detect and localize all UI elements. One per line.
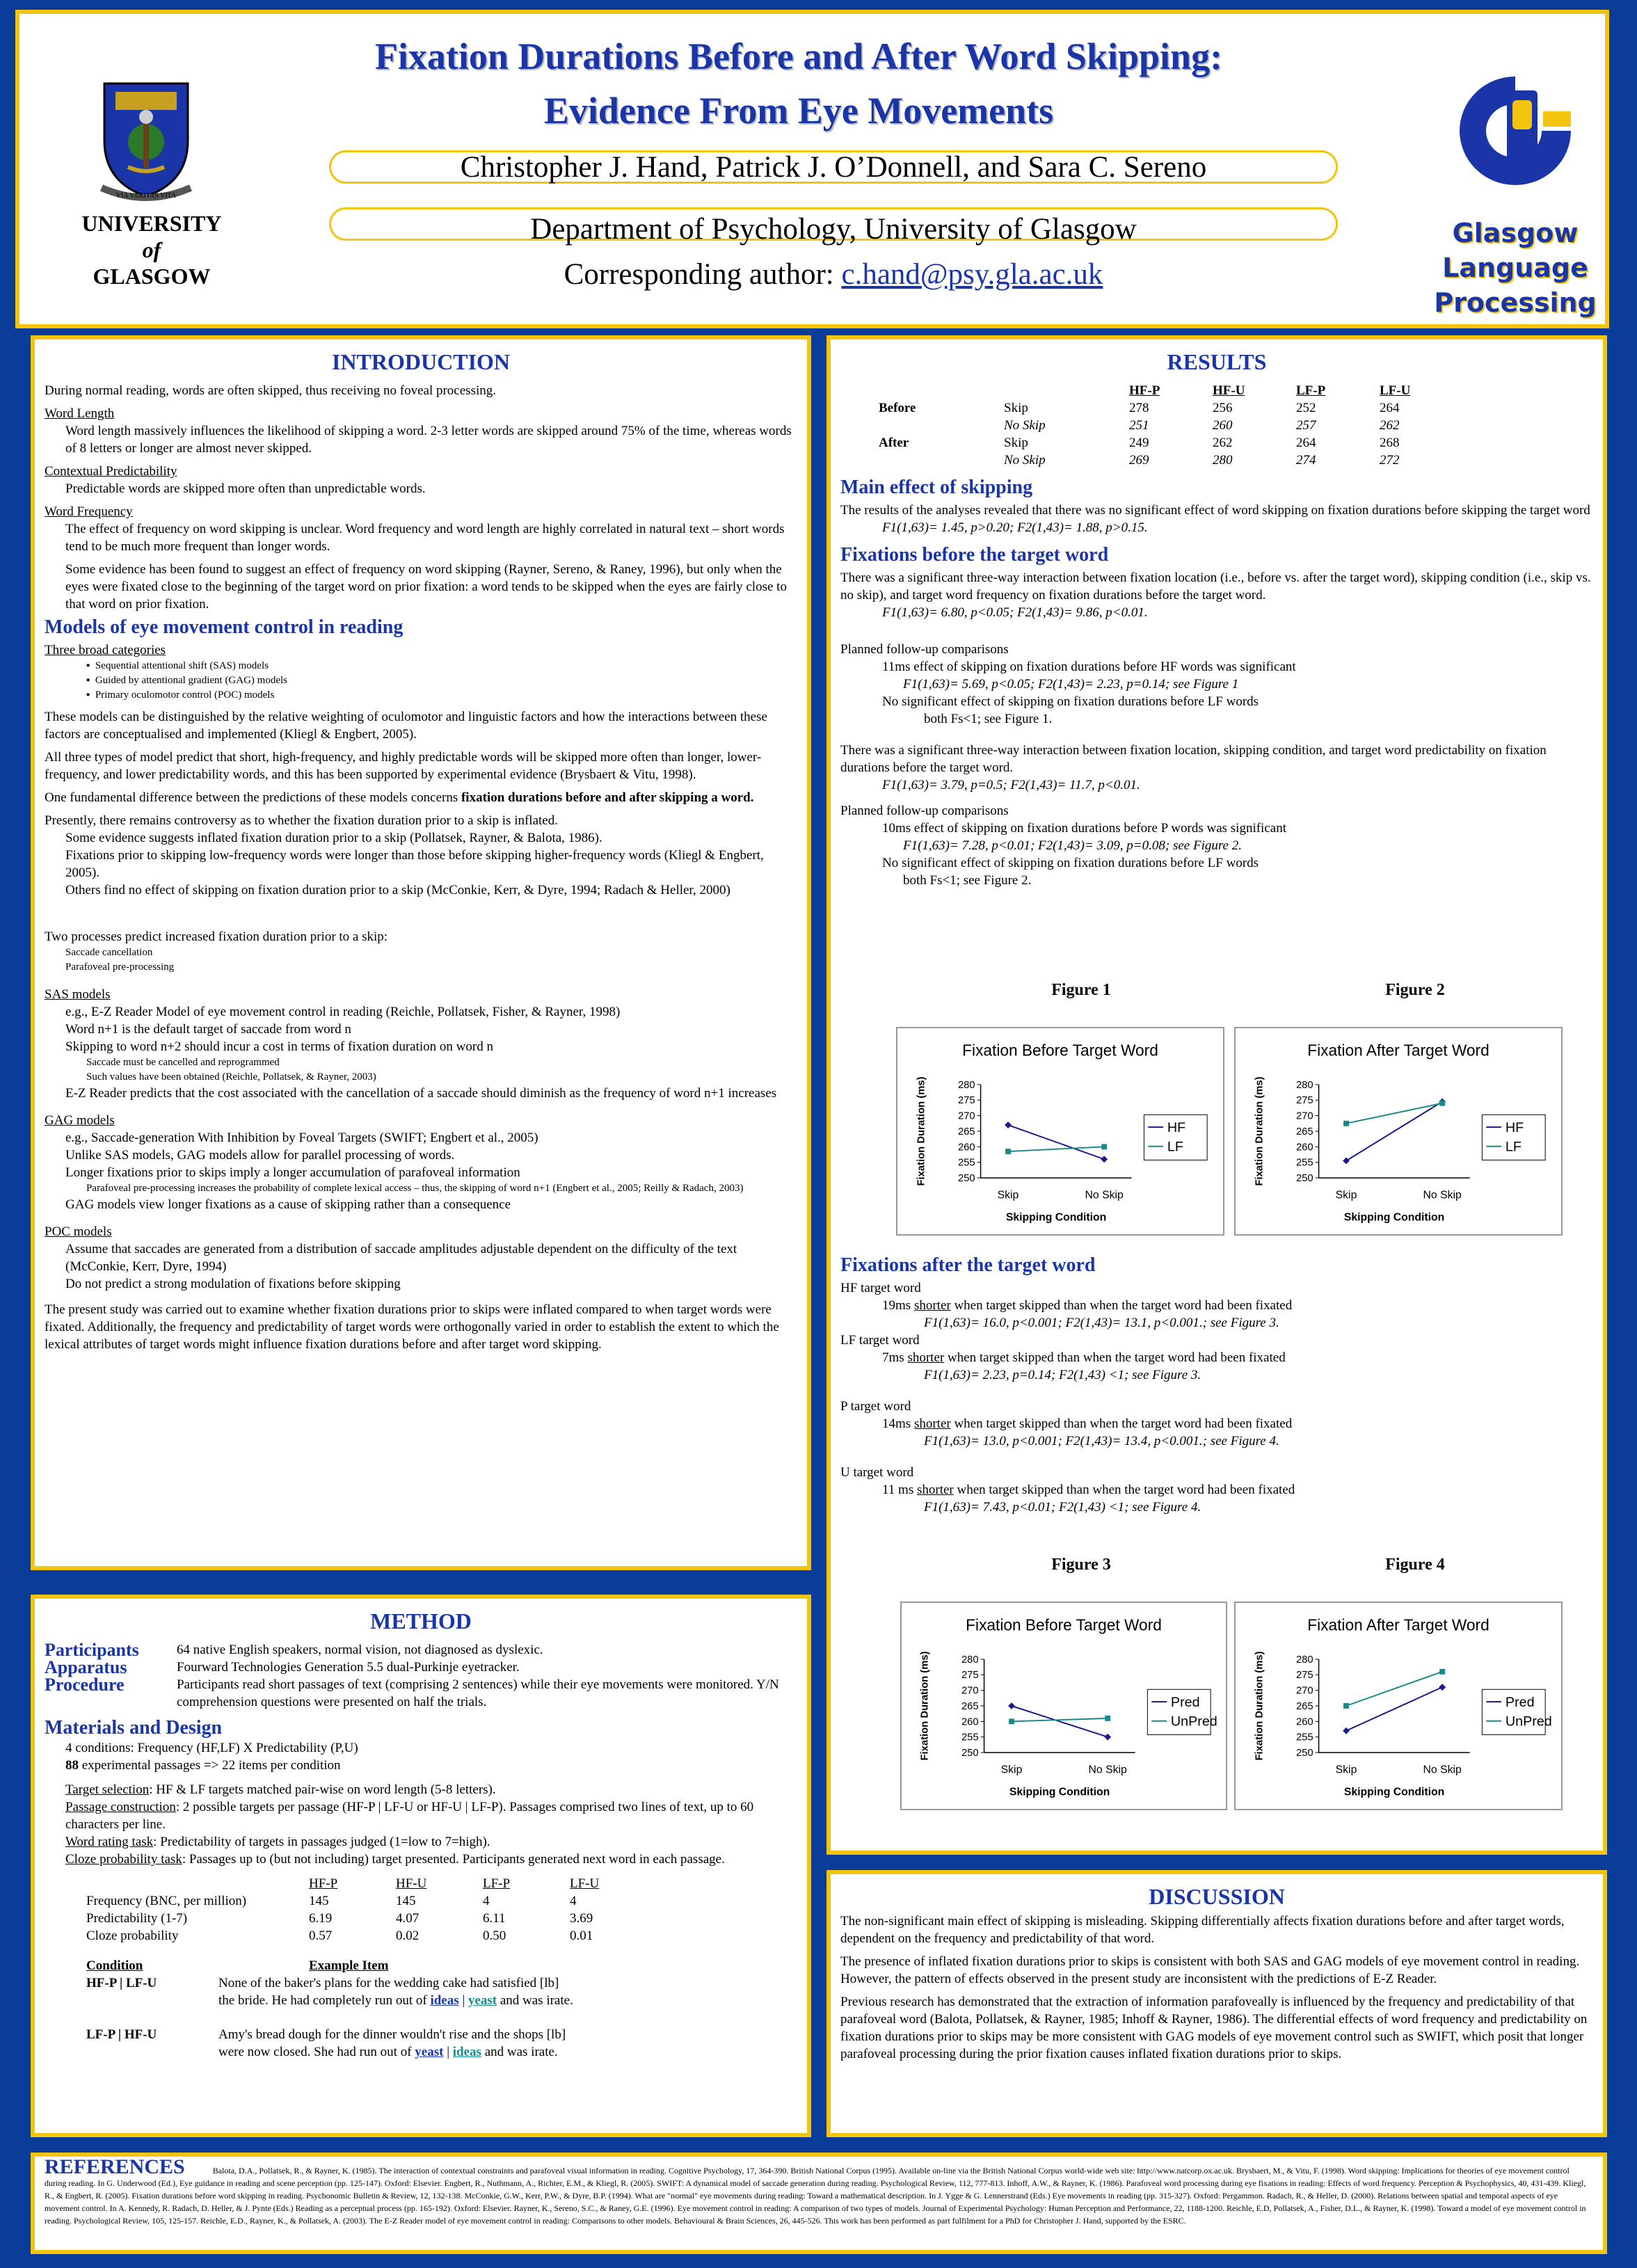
predictability-heading: Contextual Predictability: [45, 464, 177, 479]
models-heading: Models of eye movement control in reading: [45, 616, 404, 638]
y-axis-label: Fixation Duration (ms): [1254, 1651, 1265, 1761]
gag-3a: Parafoveal pre-processing increases the probability of complete lexical access – thus, the skipping of word n+1 (Engbert et al., 2005; Reilly & Radach, 2003): [86, 1183, 744, 1194]
list-item: ▪ Primary oculomotor control (POC) models: [86, 689, 275, 701]
university-name: [47, 210, 256, 289]
data-point: [1009, 1718, 1014, 1724]
data-point: [1104, 1734, 1111, 1741]
data-point: [1343, 1121, 1349, 1126]
controversy-text: Presently, there remains controversy as to whether the fixation duration prior to a skip is inflated.: [45, 813, 558, 828]
series-line-pred: [1346, 1687, 1442, 1731]
gag-1: e.g., Saccade-generation With Inhibition by Foveal Targets (SWIFT; Engbert et al., 2005): [65, 1131, 538, 1145]
y-tick-label: 265: [957, 1126, 975, 1137]
y-tick-label: 270: [957, 1110, 975, 1122]
table-row: Before Skip 278 256 252 264: [879, 401, 1400, 415]
method-panel: [31, 1595, 811, 2137]
data-point: [1343, 1727, 1350, 1734]
university-line-2: of: [142, 237, 161, 262]
fixations-before-text-2: There was a significant three-way interaction between fixation location, skipping condition, and target word predictability on fixation durations before the target word.: [840, 743, 1547, 775]
figure-4-chart: [1234, 1602, 1563, 1810]
discussion-heading: DISCUSSION: [1149, 1884, 1285, 1909]
follow-up-1d: both Fs<1; see Figure 1.: [924, 712, 1053, 726]
x-axis-label: Skipping Condition: [1343, 1211, 1445, 1224]
discussion-para-1: The non-significant main effect of skipping is misleading. Skipping differentially affects fixation durations before and after target words, dependent on the frequency and predictability of that word.: [840, 1914, 1565, 1946]
follow-up-1a: 11ms effect of skipping on fixation durations before HF words was significant: [882, 660, 1296, 674]
follow-up-2d: both Fs<1; see Figure 2.: [903, 873, 1032, 888]
y-tick-label: 260: [1295, 1142, 1313, 1153]
data-point: [1008, 1702, 1015, 1709]
table-row: No Skip 251 260 257 262: [1004, 418, 1400, 433]
x-axis-label: Skipping Condition: [1005, 1211, 1107, 1224]
y-tick-label: 265: [961, 1700, 979, 1712]
introduction-body: [45, 382, 797, 1353]
y-tick-label: 270: [1295, 1110, 1313, 1122]
data-point: [1439, 1684, 1446, 1691]
conditions-text: 4 conditions: Frequency (HF,LF) X Predictability (P,U): [65, 1741, 358, 1755]
y-tick-label: 275: [1295, 1095, 1313, 1107]
follow-up-2c: No significant effect of skipping on fixation durations before LF words: [882, 856, 1259, 870]
y-tick-label: 255: [957, 1157, 975, 1169]
data-point: [1105, 1716, 1110, 1721]
controversy-c: Others find no effect of skipping on fixation duration prior to a skip (McConkie, Kerr, & Dyre, 1994; Radach & Heller, 2000): [65, 883, 730, 897]
stimulus-table: [86, 1875, 605, 1944]
fa-p-text: 14ms shorter when target skipped than when the target word had been fixated: [882, 1416, 1293, 1431]
legend-label: HF: [1505, 1119, 1524, 1135]
crest-motto: VIA VERITAS VITA: [115, 192, 177, 200]
authors: Christopher J. Hand, Patrick J. O’Donnell, and Sara C. Sereno: [460, 151, 1207, 184]
x-tick-label: Skip: [1335, 1189, 1357, 1201]
data-point: [1343, 1703, 1349, 1709]
fixations-before-heading: Fixations before the target word: [840, 544, 1109, 566]
word-length-heading: Word Length: [45, 406, 115, 421]
table-row: No Skip 269 280 274 272: [1004, 453, 1400, 468]
y-tick-label: 275: [1295, 1670, 1313, 1682]
x-tick-label: No Skip: [1423, 1189, 1462, 1201]
sas-1: e.g., E-Z Reader Model of eye movement control in reading (Reichle, Pollatsek, Fisher, & Rayner, 1998): [65, 1005, 621, 1019]
x-tick-label: Skip: [1335, 1764, 1357, 1776]
fa-p-stats: F1(1,63)= 13.0, p<0.001; F2(1,43)= 13.4, p<0.001.; see Figure 4.: [924, 1434, 1279, 1448]
university-crest-icon: [95, 78, 198, 202]
glp-logo-icon: [1446, 70, 1585, 188]
controversy-a: Some evidence suggests inflated fixation duration prior to a skip (Pollatsek, Rayner, & Balota, 1986).: [65, 831, 602, 845]
lab-line-1: Glasgow: [1452, 218, 1579, 248]
follow-up-2a: 10ms effect of skipping on fixation durations before P words was significant: [882, 821, 1286, 836]
references-text: REFERENCES Balota, D.A., Pollatsek, R., & Rayner, K. (1985). The interaction of contextual constraints and parafoveal visual information in reading. Cognitive Psychology, 17, 364-390. British National Corpus (1995). Available on-line via the British National Corpus world-wide web site: http://www.natcorp.ox.ac.uk. Brysbaert, M., & Vitu, F. (1998). Word skipping: Implications for theories of eye movement control during reading. In G. Underwood (Ed.), Eye guidance in reading and scene perception (pp. 125-147). Oxford: Elsevier. Engbert, R., Nuthmann, A., Richter, E.M., & Kliegl, R. (2005). SWIFT: A dynamical model of saccade generation during reading. Psychological Review, 112, 777-813. Inhoff, A.W., & Rayner, K. (1986). Parafoveal word processing during eye fixations in reading: Effects of word frequency. Perception & Psychophysics, 40, 431-439. Kliegl, R., & Engbert, R. (2005). Fixation durations before word skipping in reading. Psychonomic Bulletin & Review, 12, 132-138. McConkie, G.W., Kerr, P.W., & Dyre, B.P. (1994). What are "normal" eye movements during reading: Toward a mathematical description. In J. Ygge & G. Lennerstrand (Eds.) Eye movements in reading (pp. 315-327). Oxford: Pergammon. Radach, R., & Heller, D. (2000). Relations between spatial and temporal aspects of eye movement control. In A. Kennedy, R. Radach, D. Heller, & J. Pynte (Eds.) Reading as a perceptual process (pp. 165-192). Oxford: Elsevier. Rayner, K., Sereno, S.C., & Raney, G.E. (1996). Eye movement control in reading: A comparison of two types of models. Journal of Experimental Psychology: Human Perception and Performance, 22, 1188-1200. Reichle, E.D, Pollatsek, A., Fisher, D.L., & Rayner, K. (1998). Toward a model of eye movement control in reading. Psychological Review, 105, 125-157. Reichle, E.D., Rayner, K., & Pollatsek, A. (2003). The E-Z Reader model of eye movement control in reading: Comparisons to other models. Behavioural & Brain Sciences, 26, 445-526. This work has been performed as part fulfilment for a PhD for Christopher J. Hand, supported by the ESRC.: [45, 2155, 1586, 2226]
fa-lf-text: 7ms shorter when target skipped than when the target word had been fixated: [882, 1350, 1286, 1365]
discussion-body: [840, 1912, 1593, 2063]
table-row: Apparatus Fourward Technologies Generation 5.5 dual-Purkinje eyetracker.: [45, 1657, 520, 1677]
fa-u-heading: U target word: [840, 1465, 914, 1480]
y-tick-label: 280: [961, 1654, 979, 1666]
y-tick-label: 260: [1295, 1716, 1313, 1728]
chart-title: Fixation After Target Word: [1307, 1615, 1490, 1634]
y-tick-label: 250: [961, 1748, 979, 1759]
x-axis-label: Skipping Condition: [1009, 1786, 1110, 1798]
y-tick-label: 260: [961, 1716, 979, 1728]
poster-title-line-1: Fixation Durations Before and After Word Skipping:: [374, 35, 1223, 77]
method-table: [45, 1641, 797, 1711]
fixations-after-heading: Fixations after the target word: [840, 1254, 1096, 1276]
main-effect-heading: Main effect of skipping: [840, 477, 1033, 498]
discussion-panel: [827, 1870, 1607, 2137]
references-heading: REFERENCES: [45, 2155, 185, 2178]
process-a: Saccade cancellation: [65, 947, 153, 958]
figure-2-chart: [1234, 1027, 1563, 1236]
table-header-row: HF-P HF-U LF-P LF-U: [1129, 383, 1411, 398]
x-tick-label: Skip: [997, 1189, 1019, 1201]
discussion-para-2: The presence of inflated fixation durations prior to skips is consistent with both SAS and GAG models of eye movement control in reading. However, the pattern of effects observed in the present study are inconsistent with the predictions of E-Z Reader.: [840, 1954, 1580, 1986]
figure-3-label: Figure 3: [1051, 1556, 1111, 1574]
data-point: [1343, 1158, 1350, 1165]
table-header-row: Condition Example Item: [86, 1958, 389, 1973]
predictability-text: Predictable words are skipped more often than unpredictable words.: [65, 481, 426, 496]
data-point: [1005, 1149, 1011, 1154]
fixations-before-stats-2: F1(1,63)= 3.79, p=0.5; F2(1,43)= 11.7, p<0.01.: [882, 778, 1140, 792]
results-body: [840, 382, 1593, 889]
follow-up-1b: F1(1,63)= 5.69, p<0.05; F2(1,43)= 2.23, p=0.14; see Figure 1: [903, 677, 1239, 692]
sas-2: Word n+1 is the default target of saccade from word n: [65, 1022, 351, 1037]
lab-line-3: Processing: [1434, 287, 1597, 318]
category-list: [45, 659, 797, 703]
list-item: ▪ Sequential attentional shift (SAS) models: [86, 660, 269, 671]
results-table: [879, 382, 1416, 469]
poc-2: Do not predict a strong modulation of fixations before skipping: [65, 1277, 401, 1291]
data-point: [1005, 1121, 1012, 1128]
follow-up-1c: No significant effect of skipping on fixation durations before LF words: [882, 694, 1259, 709]
y-tick-label: 275: [957, 1095, 975, 1107]
gag-2: Unlike SAS models, GAG models allow for parallel processing of words.: [65, 1148, 455, 1163]
series-line-hf: [1346, 1102, 1442, 1161]
y-axis-label: Fixation Duration (ms): [1254, 1076, 1265, 1186]
fixations-before-stats-1: F1(1,63)= 6.80, p<0.05; F2(1,43)= 9.86, p<0.01.: [882, 605, 1148, 620]
fa-u-text: 11 ms shorter when target skipped than when the target word had been fixated: [882, 1483, 1295, 1497]
corresponding-label: Corresponding author:: [564, 258, 842, 291]
controversy-b: Fixations prior to skipping low-frequency words were longer than those before skipping higher-frequency words (Kliegl & Engbert, 2005).: [65, 848, 764, 880]
fa-hf-text: 19ms shorter when target skipped than when the target word had been fixated: [882, 1298, 1293, 1313]
fa-lf-stats: F1(1,63)= 2.23, p=0.14; F2(1,43) <1; see Figure 3.: [924, 1368, 1201, 1382]
x-tick-label: Skip: [1000, 1764, 1023, 1776]
chart-title: Fixation Before Target Word: [962, 1041, 1158, 1060]
fa-hf-heading: HF target word: [840, 1281, 921, 1295]
department: Department of Psychology, University of Glasgow: [530, 213, 1137, 246]
y-tick-label: 260: [957, 1142, 975, 1153]
fixations-after-section: [840, 1256, 1592, 1516]
target-selection: Target selection: HF & LF targets matched pair-wise on word length (5-8 letters).: [65, 1782, 496, 1797]
example-table: [86, 1957, 579, 2061]
sas-3b: Such values have been obtained (Reichle, Pollatsek, & Rayner, 2003): [86, 1071, 376, 1083]
frequency-text-1: The effect of frequency on word skipping is unclear. Word frequency and word length are highly correlated in natural text – short words tend to be much more frequent than longer words.: [65, 522, 785, 554]
series-line-lf: [1008, 1147, 1104, 1151]
fa-u-stats: F1(1,63)= 7.43, p<0.01; F2(1,43) <1; see Figure 4.: [924, 1500, 1201, 1515]
word-rating: Word rating task: Predictability of targets in passages judged (1=low to 7=high).: [65, 1835, 490, 1849]
poster-title-line-2: Evidence From Eye Movements: [543, 90, 1054, 131]
models-para-2: All three types of model predict that short, high-frequency, and highly predictable words will be skipped more often than longer, lower-frequency, and lower predictability words, and this has been supported by experimental evidence (Brysbaert & Vitu, 1998).: [45, 750, 762, 782]
figure-4-label: Figure 4: [1385, 1556, 1445, 1574]
gag-4: GAG models view longer fixations as a cause of skipping rather than a consequence: [65, 1197, 511, 1212]
two-processes: Two processes predict increased fixation duration prior to a skip:: [45, 929, 388, 944]
y-tick-label: 280: [1295, 1079, 1313, 1091]
x-tick-label: No Skip: [1085, 1189, 1124, 1201]
legend-label: Pred: [1505, 1694, 1535, 1710]
x-tick-label: No Skip: [1423, 1764, 1462, 1776]
fixations-before-text-1: There was a significant three-way interaction between fixation location (i.e., before vs. after the target word), skipping condition (i.e., skip vs. no skip), and target word frequency on fixation durations before the target word.: [840, 570, 1591, 602]
introduction-heading: INTRODUCTION: [331, 349, 511, 374]
models-para-3: One fundamental difference between the predictions of these models concerns fixation durations before and after skipping a word.: [45, 790, 754, 805]
poc-1: Assume that saccades are generated from a distribution of saccade amplitudes adjustable dependent on the difficulty of the text (McConkie, Kerr, Dyre, 1994): [65, 1242, 737, 1274]
corresponding-email-link[interactable]: c.hand@psy.gla.ac.uk: [841, 258, 1103, 291]
y-tick-label: 265: [1295, 1126, 1313, 1137]
chart-title: Fixation Before Target Word: [966, 1615, 1162, 1634]
data-point: [1439, 1101, 1445, 1106]
y-tick-label: 280: [957, 1079, 975, 1091]
sas-heading: SAS models: [45, 987, 111, 1002]
y-tick-label: 255: [961, 1732, 979, 1743]
cloze-task: Cloze probability task: Passages up to (but not including) target presented. Participants generated next word in each passage.: [65, 1852, 725, 1867]
discussion-para-3: Previous research has demonstrated that the extraction of information parafoveally is influenced by the frequency and predictability of that parafoveal word (Balota, Pollatsek, & Rayner, 1985; Inhoff & Rayner, 1986). The differential effects of word frequency and predictability on fixation durations prior to skips may be more consistent with GAG models of eye movement control such as SWIFT, which posit that longer parafoveal processing during the prior fixation causes inflated fixation durations prior to skips.: [840, 1995, 1588, 2061]
sas-3: Skipping to word n+2 should incur a cost in terms of fixation duration on word n: [65, 1039, 493, 1054]
table-row: Frequency (BNC, per million) 145 145 4 4: [86, 1894, 577, 1908]
y-axis-label: Fixation Duration (ms): [916, 1076, 927, 1186]
figure-2-label: Figure 2: [1385, 981, 1445, 999]
data-point: [1101, 1156, 1108, 1163]
frequency-text-2: Some evidence has been found to suggest an effect of frequency on word skipping (Rayner, Sereno, & Raney, 1996), but only when the eyes were fixated close to the beginning of the target word on prior fixation: a word tends to be skipped when the eyes are fairly close to that word on prior fixation.: [65, 562, 787, 612]
fa-p-heading: P target word: [840, 1399, 911, 1414]
y-tick-label: 255: [1295, 1157, 1313, 1169]
method-body: [45, 1641, 797, 2061]
poster-header: [15, 10, 1609, 328]
main-effect-stats: F1(1,63)= 1.45, p>0.20; F2(1,43)= 1.88, p>0.15.: [882, 520, 1148, 535]
lab-name: [1425, 216, 1606, 320]
process-b: Parafoveal pre-processing: [65, 961, 175, 973]
y-axis-label: Fixation Duration (ms): [919, 1651, 931, 1761]
figure-1-chart: [896, 1027, 1224, 1236]
legend-label: UnPred: [1170, 1714, 1217, 1730]
passages-text: 88 experimental passages => 22 items per condition: [65, 1758, 341, 1773]
sas-4: E-Z Reader predicts that the cost associated with the cancellation of a saccade should diminish as the frequency of word n+1 increases: [65, 1086, 777, 1101]
gag-3: Longer fixations prior to skips imply a longer accumulation of parafoveal information: [65, 1165, 520, 1180]
categories-heading: Three broad categories: [45, 643, 166, 657]
legend-label: LF: [1167, 1139, 1183, 1155]
table-row: HF-P | LF-U None of the baker's plans for the wedding cake had satisfied [lb] the bride. He had completely run out of ideas | yeast and was irate.: [86, 1976, 573, 2008]
table-row: Predictability (1-7) 6.19 4.07 6.11 3.69: [86, 1911, 593, 1926]
corresponding-author: [298, 257, 1369, 292]
y-tick-label: 250: [1295, 1173, 1313, 1185]
sas-3a: Saccade must be cancelled and reprogrammed: [86, 1057, 280, 1068]
series-line-lf: [1346, 1103, 1442, 1124]
university-line-1: UNIVERSITY: [81, 211, 222, 236]
series-line-unpred: [1346, 1672, 1442, 1706]
word-length-text: Word length massively influences the likelihood of skipping a word. 2-3 letter words are skipped around 75% of the time, whereas words of 8 letters or longer are almost never skipped.: [65, 424, 792, 456]
follow-up-2b: F1(1,63)= 7.28, p<0.01; F2(1,43)= 3.09, p=0.08; see Figure 2.: [903, 838, 1242, 853]
materials-heading: Materials and Design: [45, 1717, 223, 1739]
table-row: Participants 64 native English speakers, normal vision, not diagnosed as dyslexic.: [45, 1640, 543, 1660]
lab-line-2: Language: [1442, 253, 1588, 283]
y-tick-label: 280: [1295, 1654, 1313, 1666]
y-tick-label: 270: [961, 1685, 979, 1697]
follow-up-heading-1: Planned follow-up comparisons: [840, 642, 1009, 657]
figure-3-chart: [900, 1602, 1227, 1810]
y-tick-label: 270: [1295, 1685, 1313, 1697]
fa-lf-heading: LF target word: [840, 1333, 920, 1348]
figure-1-label: Figure 1: [1051, 981, 1111, 999]
fa-hf-stats: F1(1,63)= 16.0, p<0.001; F2(1,43)= 13.1, p<0.001.; see Figure 3.: [924, 1316, 1279, 1330]
legend-label: HF: [1167, 1119, 1186, 1135]
frequency-heading: Word Frequency: [45, 504, 133, 519]
models-para-1: These models can be distinguished by the relative weighting of oculomotor and linguistic factors and how the interactions between these factors are conceptualised and implemented (Kliegl & Engbert, 2005).: [45, 710, 767, 742]
table-row: LF-P | HF-U Amy's bread dough for the dinner wouldn't rise and the shops [lb] were now closed. She had run out of yeast | ideas and was irate.: [86, 2027, 566, 2059]
introduction-panel: [31, 335, 811, 1570]
passage-construction: Passage construction: 2 possible targets per passage (HF-P | LF-U or HF-U | LF-P). Passages comprised two lines of text, up to 60 characters per line.: [65, 1800, 754, 1832]
follow-up-heading-2: Planned follow-up comparisons: [840, 804, 1009, 818]
table-row: After Skip 249 262 264 268: [879, 436, 1400, 450]
intro-final: The present study was carried out to examine whether fixation durations prior to skips were inflated compared to when target words were fixated. Additionally, the frequency and predictability of target words were orthogonally varied in order to establish the extent to which the lexical attributes of target words might influence fixation durations before and after target word skipping.: [45, 1302, 779, 1352]
y-tick-label: 250: [957, 1173, 975, 1185]
legend-label: LF: [1505, 1139, 1522, 1155]
y-tick-label: 250: [1295, 1748, 1313, 1759]
gag-heading: GAG models: [45, 1113, 115, 1128]
legend-label: UnPred: [1505, 1714, 1552, 1730]
table-row: Procedure Participants read short passages of text (comprising 2 sentences) while their eye movements were monitored. Y/N comprehension questions were presented on half the trials.: [45, 1675, 779, 1709]
results-panel: [827, 335, 1607, 1855]
data-point: [1101, 1144, 1107, 1149]
y-tick-label: 265: [1295, 1700, 1313, 1712]
chart-title: Fixation After Target Word: [1307, 1041, 1490, 1060]
x-axis-label: Skipping Condition: [1343, 1786, 1445, 1798]
main-effect-text: The results of the analyses revealed that there was no significant effect of word skipping on fixation durations before skipping the target word: [840, 503, 1590, 518]
y-tick-label: 255: [1295, 1732, 1313, 1743]
results-heading: RESULTS: [1167, 349, 1267, 374]
intro-para: During normal reading, words are often skipped, thus receiving no foveal processing.: [45, 383, 496, 398]
data-point: [1439, 1669, 1445, 1675]
university-line-3: GLASGOW: [93, 264, 211, 289]
y-tick-label: 275: [961, 1670, 979, 1682]
poc-heading: POC models: [45, 1224, 112, 1239]
list-item: ▪ Guided by attentional gradient (GAG) models: [86, 675, 288, 686]
method-heading: METHOD: [370, 1608, 472, 1634]
x-tick-label: No Skip: [1088, 1764, 1127, 1776]
table-header-row: HF-P HF-U LF-P LF-U: [309, 1876, 600, 1891]
series-line-hf: [1008, 1125, 1104, 1159]
table-row: Cloze probability 0.57 0.02 0.50 0.01: [86, 1928, 593, 1943]
references-panel: [31, 2153, 1607, 2254]
legend-label: Pred: [1170, 1694, 1200, 1710]
